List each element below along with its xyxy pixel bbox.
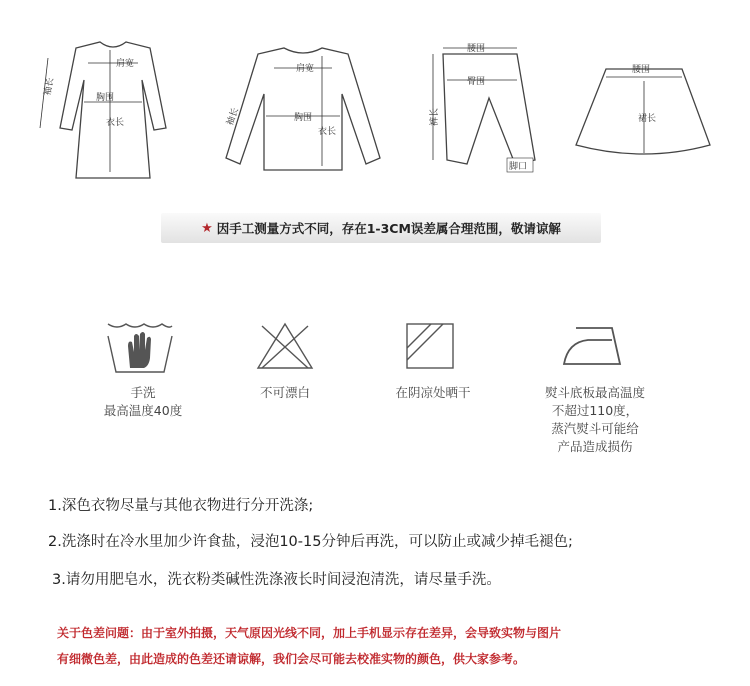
star-icon: ★	[201, 220, 213, 236]
top-length-label: 衣长	[318, 127, 337, 137]
skirt-length-label: 裙长	[638, 114, 657, 124]
top-diagram	[218, 38, 388, 178]
tip-1: 1.深色衣物尽量与其他衣物进行分开洗涤;	[48, 498, 314, 514]
iron-label: 熨斗底板最高温度 不超过110度， 蒸汽熨斗可能给 产品造成损伤	[544, 385, 645, 454]
pants-waist-label: 腰围	[467, 44, 486, 54]
top-chest-label: 胸围	[294, 113, 313, 123]
top-sleeve-label: 袖长	[225, 106, 241, 128]
no-bleach-label: 不可漂白	[259, 385, 310, 400]
dress-shoulder-label: 肩宽	[116, 59, 135, 69]
dress-sleeve-label: 袖长	[43, 77, 57, 97]
hand-wash-label: 手洗 最高温度40度	[103, 385, 183, 418]
measurement-notice-text: 因手工测量方式不同，存在1-3CM误差属合理范围，敬请谅解	[216, 221, 561, 236]
color-note-line-2: 有细微色差，由此造成的色差还请谅解，我们会尽可能去校准实物的颜色，供大家参考。	[57, 652, 526, 666]
dress-chest-label: 胸围	[96, 93, 115, 103]
skirt-waist-label: 腰围	[632, 65, 651, 75]
top-shoulder-label: 肩宽	[296, 64, 315, 74]
hand-wash-icon	[104, 318, 176, 376]
shade-dry-icon	[405, 322, 455, 370]
iron-icon	[562, 322, 624, 370]
pants-hip-label: 臀围	[467, 77, 486, 87]
tip-2: 2.洗涤时在冷水里加少许食盐，浸泡10-15分钟后再洗，可以防止或减少掉毛褪色;	[48, 534, 573, 550]
skirt-diagram	[568, 55, 718, 165]
color-note-line-1: 关于色差问题：由于室外拍摄，天气原因光线不同，加上手机显示存在差异，会导致实物与图片	[57, 626, 562, 640]
dress-length-label: 衣长	[106, 118, 125, 128]
pants-length-label: 裤长	[430, 107, 440, 126]
measurement-notice	[161, 213, 601, 243]
dress-diagram	[38, 30, 188, 180]
no-bleach-icon	[256, 322, 314, 370]
pants-diagram	[423, 40, 543, 180]
tip-3: 3.请勿用肥皂水，洗衣粉类碱性洗涤液长时间浸泡清洗，请尽量手洗。	[52, 572, 501, 588]
shade-dry-label: 在阴凉处晒干	[395, 385, 471, 400]
pants-leg-opening-label: 脚口	[509, 162, 528, 172]
